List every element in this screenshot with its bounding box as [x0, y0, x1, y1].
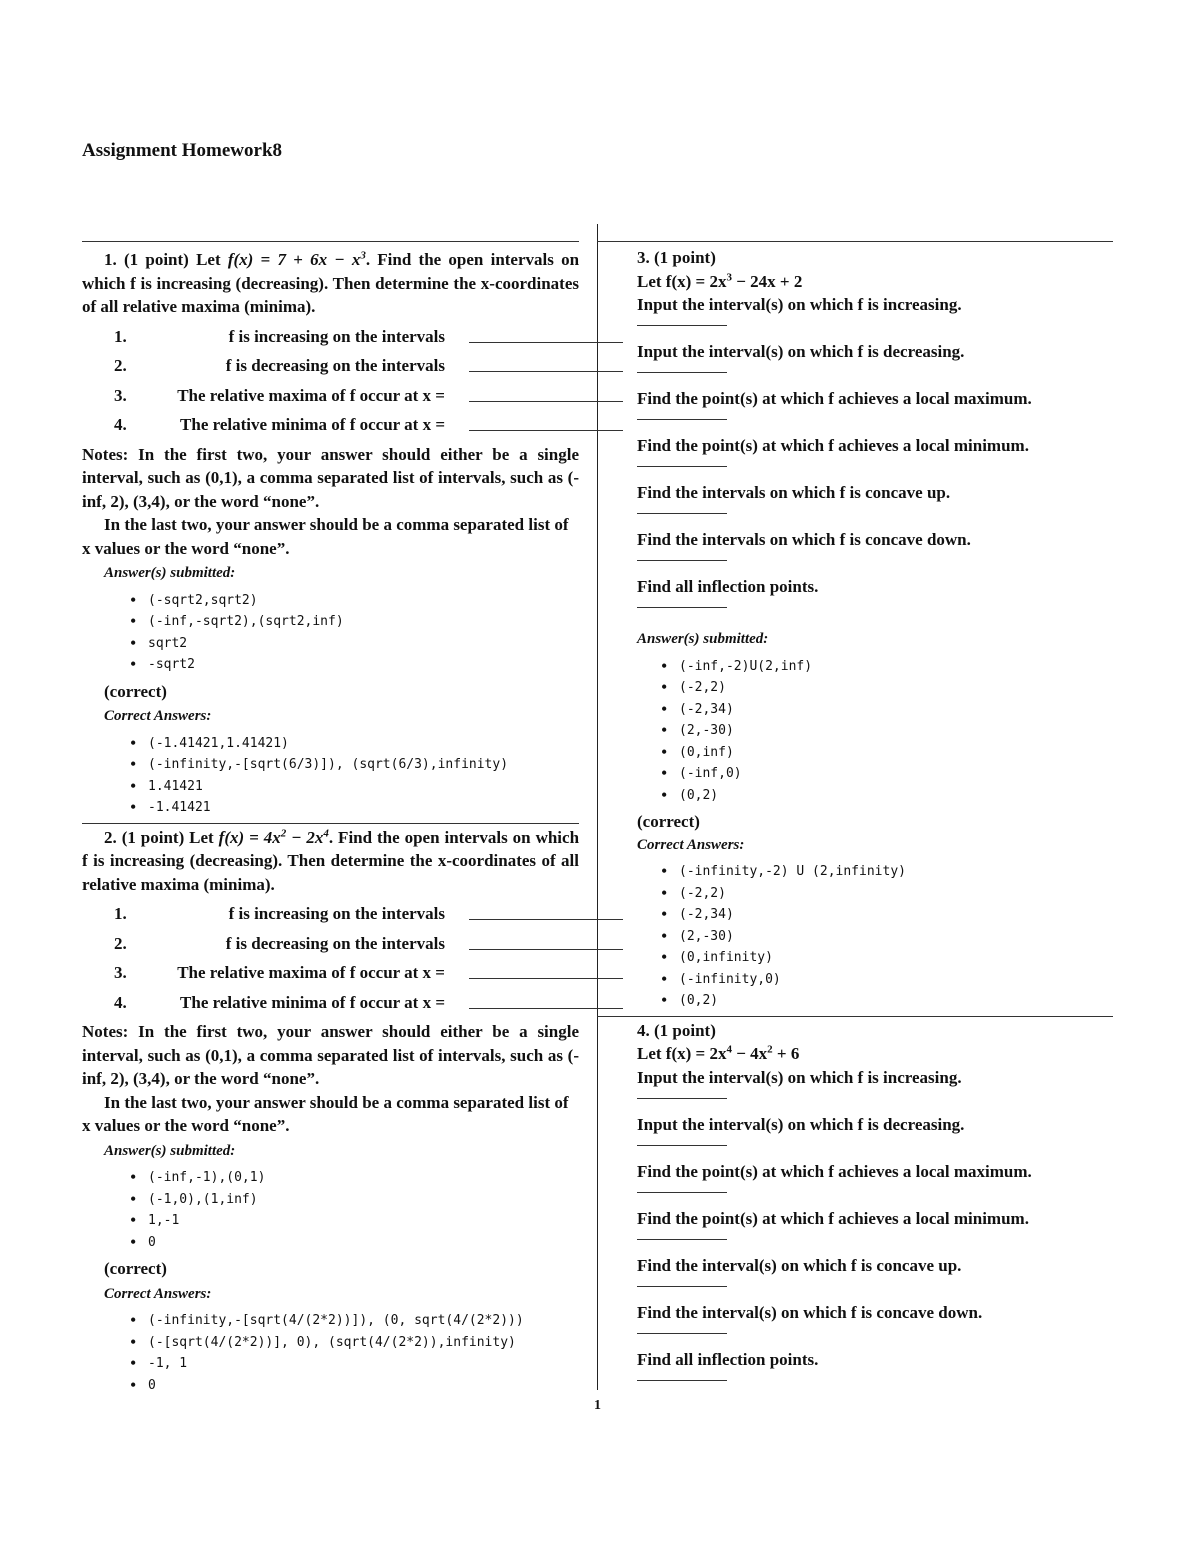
column-divider	[597, 224, 598, 1390]
list-item: • (0,2)	[661, 785, 1113, 807]
problem-4-header	[637, 1019, 1113, 1043]
left-column	[82, 241, 579, 1400]
question: Find the intervals on which f is concave down.	[637, 530, 971, 549]
right-column	[637, 241, 1113, 1395]
answer-blank[interactable]	[469, 919, 623, 920]
list-item: • -1, 1	[130, 1353, 579, 1375]
question: Find the point(s) at which f achieves a local maximum.	[637, 389, 1032, 408]
answer-parts	[82, 321, 579, 439]
answer-blank[interactable]	[469, 401, 623, 402]
list-item: • (-2,34)	[661, 904, 1113, 926]
result-status: (correct)	[637, 812, 700, 831]
problem-1	[82, 248, 579, 819]
answer-blank[interactable]	[469, 371, 623, 372]
list-item: • (-2,34)	[661, 699, 1113, 721]
problem-rule	[82, 241, 579, 242]
answer-part: 2. f is decreasing on the intervals	[82, 350, 579, 380]
list-item: • 0	[130, 1375, 579, 1397]
list-item: • (0,2)	[661, 990, 1113, 1012]
question: Find the point(s) at which f achieves a local maximum.	[637, 1161, 1032, 1181]
problem-1-statement: 1. (1 point) Let $f(x) = 7 + 6x - x^3$. Find the open intervals on which f is increasing (decreasing). Then determine the x-coordinates of all relative maxima (minima).	[82, 249, 580, 316]
answer-blank[interactable]	[637, 1325, 1113, 1348]
list-item: • sqrt2	[130, 633, 579, 655]
answer-part: 4. The relative minima of f occur at x =	[82, 987, 579, 1017]
list-item: • (2,-30)	[661, 720, 1113, 742]
list-item: • (-2,2)	[661, 677, 1113, 699]
answer-blank[interactable]	[637, 458, 1113, 481]
notes: Notes: In the first two, your answer should either be a single interval, such as (0,1), a comma separated list of intervals, such as (-inf, 2), (3,4), or the word “none”.	[82, 444, 580, 511]
answer-blank[interactable]	[469, 342, 623, 343]
answer-blank[interactable]	[637, 1184, 1113, 1207]
problem-rule	[597, 241, 1113, 242]
document-title: Assignment Homework8	[82, 140, 283, 161]
function-definition: $f(x) = 7 + 6x - x^3$	[227, 249, 366, 269]
question: Input the interval(s) on which f is decreasing.	[637, 342, 965, 361]
question: Input the interval(s) on which f is increasing.	[637, 295, 962, 314]
list-item: • 0	[130, 1232, 579, 1254]
answer-blank[interactable]	[469, 978, 623, 979]
submitted-answers-list	[82, 1167, 579, 1253]
question: Find the intervals on which f is concave up.	[637, 483, 951, 502]
answer-part: 1. f is increasing on the intervals	[82, 321, 579, 351]
result-status: (correct)	[104, 681, 167, 701]
answer-blank[interactable]	[469, 949, 623, 950]
problem-instructions: . Find the open intervals on which f is increasing (decreasing). Then determine the x-coordinates of all relative maxima (minima).	[82, 827, 580, 894]
correct-answers-label: Correct Answers:	[104, 1285, 212, 1302]
answer-part: 4. The relative minima of f occur at x =	[82, 409, 579, 439]
list-item: • (0,inf)	[661, 742, 1113, 764]
question: Find the interval(s) on which f is concave up.	[637, 1255, 962, 1275]
list-item: • (-inf,0)	[661, 763, 1113, 785]
question: Find the point(s) at which f achieves a local minimum.	[637, 436, 1029, 455]
list-item: • (-infinity,-[sqrt(6/3)]), (sqrt(6/3),infinity)	[130, 754, 579, 776]
answer-blank[interactable]	[637, 1278, 1113, 1301]
function-definition: $f(x) = 4x^2 - 2x^4$	[218, 826, 329, 847]
list-item: • (-sqrt2,sqrt2)	[130, 590, 579, 612]
problem-points: (1 point)	[123, 250, 189, 269]
answer-blank[interactable]	[637, 1090, 1113, 1113]
answer-blank[interactable]	[637, 505, 1113, 528]
answer-part: 3. The relative maxima of f occur at x =	[82, 957, 579, 987]
answer-blank[interactable]	[637, 599, 1113, 622]
problem-2	[82, 826, 579, 1397]
problem-number: 2.	[104, 827, 117, 847]
notes: Notes: In the first two, your answer should either be a single interval, such as (0,1), a comma separated list of intervals, such as (-inf, 2), (3,4), or the word “none”.	[82, 1022, 580, 1088]
list-item: • (-inf,-sqrt2),(sqrt2,inf)	[130, 611, 579, 633]
correct-answers-label: Correct Answers:	[637, 836, 745, 853]
answer-parts	[82, 898, 579, 1016]
list-item: • (-1,0),(1,inf)	[130, 1189, 579, 1211]
answer-blank[interactable]	[637, 364, 1113, 387]
list-item: • 1.41421	[130, 776, 579, 798]
answer-blank[interactable]	[637, 552, 1113, 575]
list-item: • (-infinity,-[sqrt(4/(2*2))]), (0, sqrt(4/(2*2)))	[130, 1310, 579, 1332]
notes-continued: In the last two, your answer should be a comma separated list of x values or the word “none”.	[82, 1092, 569, 1135]
page-number: 1	[594, 1398, 601, 1413]
submitted-answers-label: Answer(s) submitted:	[637, 631, 769, 647]
problem-3	[637, 246, 1113, 1012]
problem-points: (1 point)	[121, 827, 185, 847]
problem-points: (1 point)	[654, 248, 716, 267]
question: Input the interval(s) on which f is decreasing.	[637, 1114, 965, 1134]
correct-answers-list	[82, 1310, 579, 1396]
list-item: • (-1.41421,1.41421)	[130, 733, 579, 755]
answer-blank[interactable]	[637, 1231, 1113, 1254]
correct-answers-list	[82, 733, 579, 819]
question: Find the point(s) at which f achieves a local minimum.	[637, 1208, 1029, 1228]
function-definition: Let $f(x) = 2x^4 - 4x^2 + 6$	[637, 1043, 800, 1063]
function-definition: Let $f(x) = 2x^3 - 24x + 2$	[637, 270, 803, 291]
list-item: • 1,-1	[130, 1210, 579, 1232]
list-item: • -sqrt2	[130, 654, 579, 676]
submitted-answers-list	[637, 656, 1113, 807]
submitted-answers-label: Answer(s) submitted:	[104, 1142, 236, 1159]
submitted-answers-list	[82, 590, 579, 676]
answer-blank[interactable]	[637, 317, 1113, 340]
answer-blank[interactable]	[469, 1008, 623, 1009]
problem-instructions: . Find the open intervals on which f is increasing (decreasing). Then determine the x-coordinates of all relative maxima (minima).	[82, 250, 580, 316]
problem-3-header	[637, 246, 1113, 270]
problem-number: 3.	[637, 248, 650, 267]
answer-blank[interactable]	[469, 430, 623, 431]
list-item: • (-[sqrt(4/(2*2))], 0), (sqrt(4/(2*2)),infinity)	[130, 1332, 579, 1354]
list-item: • (2,-30)	[661, 926, 1113, 948]
list-item: • (-inf,-2)U(2,inf)	[661, 656, 1113, 678]
problem-number: 1.	[104, 250, 117, 269]
list-item: • (0,infinity)	[661, 947, 1113, 969]
notes-continued: In the last two, your answer should be a comma separated list of x values or the word “none”.	[82, 515, 569, 558]
problem-2-statement: 2. (1 point) Let $f(x) = 4x^2 - 2x^4$. Find the open intervals on which f is increasing (decreasing). Then determine the x-coordinates of all relative maxima (minima).	[82, 826, 580, 894]
answer-part: 3. The relative maxima of f occur at x =	[82, 380, 579, 410]
answer-blank[interactable]	[637, 411, 1113, 434]
list-item: • (-infinity,-2) U (2,infinity)	[661, 861, 1113, 883]
correct-answers-list	[637, 861, 1113, 1012]
answer-blank[interactable]	[637, 1372, 1113, 1395]
submitted-answers-label: Answer(s) submitted:	[104, 565, 236, 581]
problem-rule	[82, 823, 579, 824]
problem-4	[637, 1019, 1113, 1395]
list-item: • (-inf,-1),(0,1)	[130, 1167, 579, 1189]
answer-part: 2. f is decreasing on the intervals	[82, 928, 579, 958]
answer-blank[interactable]	[637, 1137, 1113, 1160]
question: Find the interval(s) on which f is concave down.	[637, 1302, 983, 1322]
list-item: • (-infinity,0)	[661, 969, 1113, 991]
problem-rule	[597, 1016, 1113, 1017]
list-item: • (-2,2)	[661, 883, 1113, 905]
question: Find all inflection points.	[637, 577, 819, 596]
answer-part: 1. f is increasing on the intervals	[82, 898, 579, 928]
correct-answers-label: Correct Answers:	[104, 708, 212, 724]
problem-points: (1 point)	[654, 1020, 716, 1040]
question: Find all inflection points.	[637, 1349, 819, 1369]
question: Input the interval(s) on which f is increasing.	[637, 1067, 962, 1087]
result-status: (correct)	[104, 1259, 167, 1278]
problem-number: 4.	[637, 1020, 650, 1040]
list-item: • -1.41421	[130, 797, 579, 819]
